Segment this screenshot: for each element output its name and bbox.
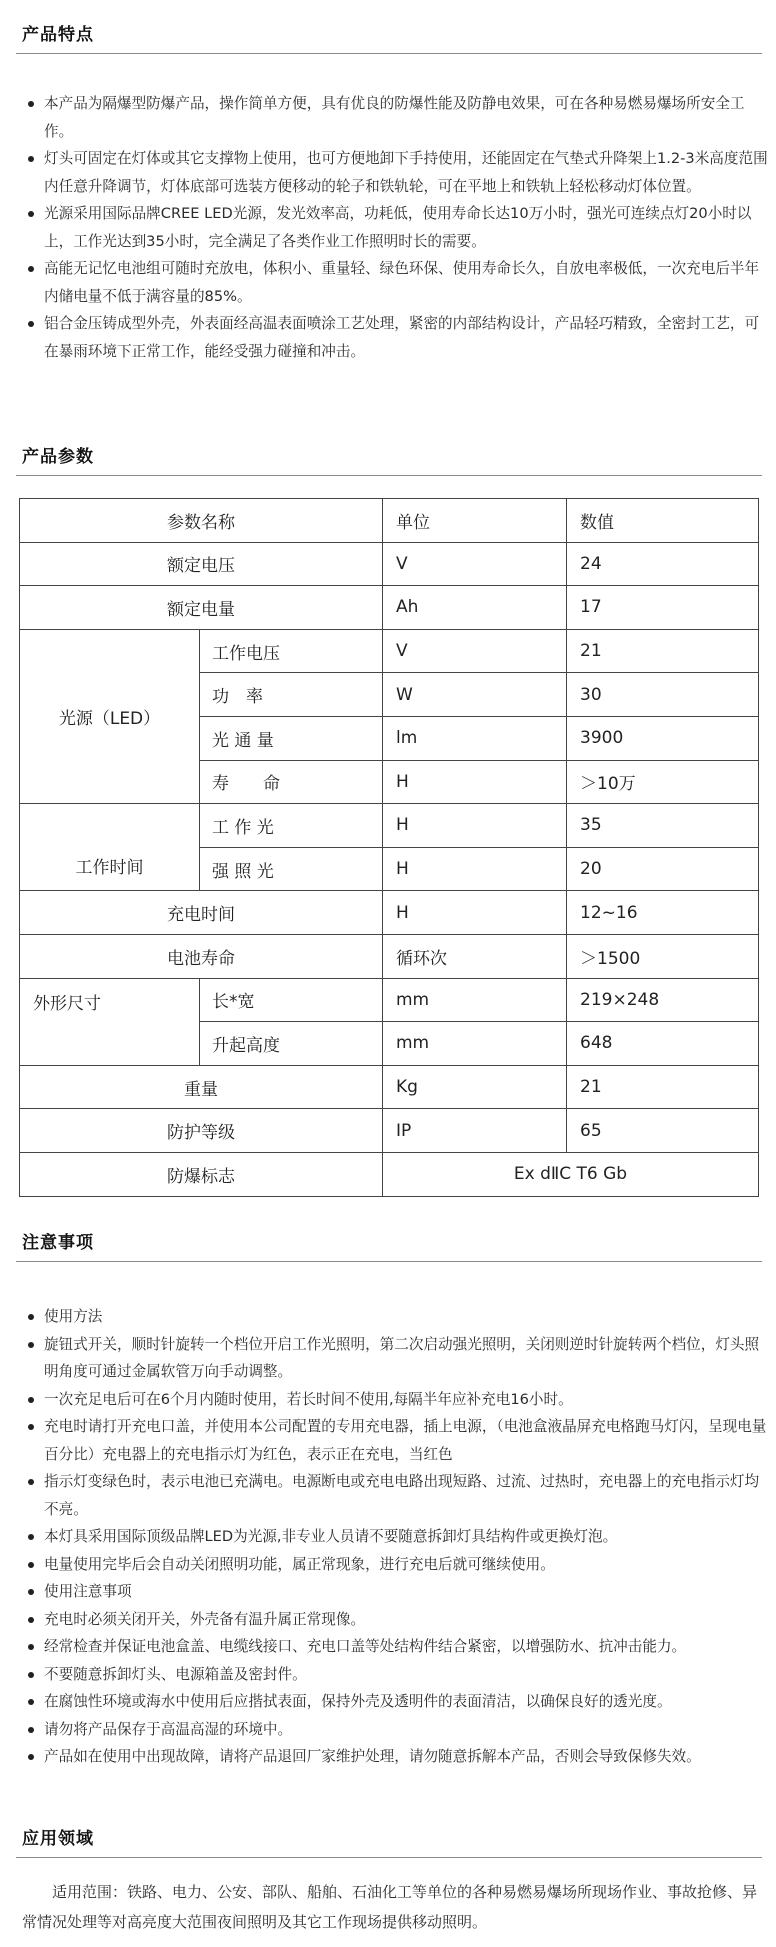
cell-unit: Kg	[383, 1065, 567, 1109]
table-row	[20, 499, 759, 543]
cell-unit: W	[383, 673, 567, 717]
list-item	[26, 1743, 770, 1771]
application-text: 适用范围：铁路、电力、公安、部队、船舶、石油化工等单位的各种易燃易爆场所现场作业、事故抢修、异常情况处理等对高亮度大范围夜间照明及其它工作现场提供移动照明。	[22, 1883, 758, 1931]
notes-list	[26, 1303, 770, 1771]
bullet-icon	[28, 321, 34, 327]
list-item-text: 充电时必须关闭开关，外壳备有温升属正常现像。	[44, 1610, 366, 1628]
notes-divider	[16, 1261, 762, 1262]
bullet-icon	[28, 1754, 34, 1760]
table-row	[20, 1109, 759, 1153]
list-item-text: 铝合金压铸成型外壳，外表面经高温表面喷涂工艺处理，紧密的内部结构设计，产品轻巧精致，全密封工艺，可在暴雨环境下正常工作，能经受强力碰撞和冲击。	[44, 315, 760, 360]
list-item-text: 灯头可固定在灯体或其它支撑物上使用，也可方便地卸下手持使用，还能固定在气垫式升降架上1.2-3米高度范围内任意升降调节，灯体底部可选装方便移动的轮子和铁轨轮，可在平地上和铁轨上轻松移动灯体位置。	[44, 150, 768, 195]
cell-value: Ex dⅡC T6 Gb	[383, 1152, 759, 1196]
cell-name: 重量	[20, 1065, 383, 1109]
bullet-icon	[28, 266, 34, 272]
list-item-text: 一次充足电后可在6个月内随时使用，若长时间不使用,每隔半年应补充电16小时。	[44, 1390, 573, 1408]
cell-name: 额定电压	[20, 542, 383, 586]
cell-name: 额定电量	[20, 586, 383, 630]
cell-value: 3900	[567, 716, 759, 760]
bullet-icon	[28, 1342, 34, 1348]
bullet-icon	[28, 1562, 34, 1568]
params-divider	[16, 475, 762, 476]
cell-group: 光源（LED）	[20, 629, 200, 803]
application-title: 应用领域	[22, 1829, 94, 1849]
cell-unit: H	[383, 847, 567, 891]
bullet-icon	[28, 1589, 34, 1595]
list-item	[26, 1688, 770, 1716]
cell-value: 648	[567, 1022, 759, 1066]
list-item	[26, 1578, 770, 1606]
list-item-text: 充电时请打开充电口盖，并使用本公司配置的专用充电器，插上电源，（电池盒液晶屏充电格跑马灯闪，呈现电量百分比）充电器上的充电指示灯为红色，表示正在充电，当红色	[44, 1418, 767, 1463]
cell-name: 防爆标志	[20, 1152, 383, 1196]
notes-title: 注意事项	[22, 1233, 94, 1253]
cell-unit: V	[383, 542, 567, 586]
cell-unit: Ah	[383, 586, 567, 630]
table-row	[20, 891, 759, 935]
table-row	[20, 934, 759, 978]
cell-unit: mm	[383, 978, 567, 1022]
table-row	[20, 629, 759, 673]
cell-value: ＞1500	[567, 934, 759, 978]
cell-value: 21	[567, 1065, 759, 1109]
list-item	[26, 1523, 770, 1551]
cell-sub: 工 作 光	[200, 804, 383, 848]
cell-unit: lm	[383, 716, 567, 760]
list-item	[26, 1303, 770, 1331]
bullet-icon	[28, 1727, 34, 1733]
cell-value: 65	[567, 1109, 759, 1153]
list-item-text: 电量使用完毕后会自动关闭照明功能，属正常现象，进行充电后就可继续使用。	[44, 1555, 555, 1573]
list-item	[26, 90, 770, 145]
cell-sub: 工作电压	[200, 629, 383, 673]
list-item-text: 经常检查并保证电池盒盖、电缆线接口、充电口盖等处结构件结合紧密，以增强防水、抗冲击能力。	[44, 1638, 687, 1655]
bullet-icon	[28, 1479, 34, 1485]
cell-sub: 光 通 量	[200, 716, 383, 760]
cell-value: 30	[567, 673, 759, 717]
cell-value: 219×248	[567, 978, 759, 1022]
list-item-text: 在腐蚀性环境或海水中使用后应揩拭表面，保持外壳及透明件的表面清洁，以确保良好的透光度。	[44, 1693, 672, 1710]
cell-value: 20	[567, 847, 759, 891]
list-item	[26, 1468, 770, 1523]
cell-unit: mm	[383, 1022, 567, 1066]
list-item	[26, 1551, 770, 1579]
cell-name: 电池寿命	[20, 934, 383, 978]
cell-value: 24	[567, 542, 759, 586]
table-row	[20, 542, 759, 586]
cell-value: 21	[567, 629, 759, 673]
bullet-icon	[28, 1699, 34, 1705]
application-divider	[16, 1857, 762, 1858]
cell-unit: V	[383, 629, 567, 673]
list-item	[26, 1633, 770, 1661]
params-table	[19, 498, 759, 1197]
header-unit: 单位	[383, 499, 567, 543]
cell-value: 35	[567, 804, 759, 848]
cell-sub: 强 照 光	[200, 847, 383, 891]
cell-sub: 升起高度	[200, 1022, 383, 1066]
list-item-text: 使用方法	[44, 1308, 103, 1325]
bullet-icon	[28, 1644, 34, 1650]
features-list	[26, 90, 770, 365]
cell-unit: H	[383, 760, 567, 804]
list-item-text: 不要随意拆卸灯头、电源箱盖及密封件。	[44, 1665, 307, 1683]
list-item-text: 请勿将产品保存于高温高湿的环境中。	[44, 1720, 293, 1738]
table-row	[20, 1152, 759, 1196]
list-item	[26, 1386, 770, 1414]
list-item	[26, 1413, 770, 1468]
header-value: 数值	[567, 499, 759, 543]
features-divider	[16, 53, 762, 54]
bullet-icon	[28, 211, 34, 217]
bullet-icon	[28, 1424, 34, 1430]
table-row	[20, 1065, 759, 1109]
bullet-icon	[28, 1397, 34, 1403]
cell-sub: 寿 命	[200, 760, 383, 804]
bullet-icon	[28, 156, 34, 162]
cell-unit: H	[383, 891, 567, 935]
cell-group: 外形尺寸	[20, 978, 200, 1065]
bullet-icon	[28, 1672, 34, 1678]
list-item-text: 光源采用国际品牌CREE LED光源，发光效率高，功耗低，使用寿命长达10万小时，强光可连续点灯20小时以上，工作光达到35小时，完全满足了各类作业工作照明时长的需要。	[44, 205, 752, 250]
list-item	[26, 145, 770, 200]
params-title: 产品参数	[22, 447, 94, 467]
list-item	[26, 255, 770, 310]
list-item-text: 高能无记忆电池组可随时充放电，体积小、重量轻、绿色环保、使用寿命长久，自放电率极低，一次充电后半年内储电量不低于满容量的85%。	[44, 260, 760, 305]
cell-sub: 功 率	[200, 673, 383, 717]
cell-value: 17	[567, 586, 759, 630]
table-row	[20, 804, 759, 848]
table-row	[20, 586, 759, 630]
list-item	[26, 1331, 770, 1386]
cell-sub: 长*宽	[200, 978, 383, 1022]
list-item	[26, 310, 770, 365]
bullet-icon	[28, 1534, 34, 1540]
bullet-icon	[28, 1314, 34, 1320]
cell-value: ＞10万	[567, 760, 759, 804]
cell-group: 工作时间	[20, 804, 200, 891]
table-row	[20, 978, 759, 1022]
cell-unit: H	[383, 804, 567, 848]
cell-name: 防护等级	[20, 1109, 383, 1153]
cell-unit: 循环次	[383, 934, 567, 978]
bullet-icon	[28, 101, 34, 107]
header-name: 参数名称	[20, 499, 383, 543]
list-item-text: 产品如在使用中出现故障，请将产品退回厂家维护处理，请勿随意拆解本产品，否则会导致保修失效。	[44, 1748, 701, 1765]
list-item-text: 本产品为隔爆型防爆产品，操作简单方便，具有优良的防爆性能及防静电效果，可在各种易燃易爆场所安全工作。	[44, 95, 745, 140]
features-title: 产品特点	[22, 25, 94, 45]
cell-unit: IP	[383, 1109, 567, 1153]
list-item	[26, 1606, 770, 1634]
list-item-text: 本灯具采用国际顶级品牌LED为光源,非专业人员请不要随意拆卸灯具结构件或更换灯泡。	[44, 1528, 618, 1545]
bullet-icon	[28, 1617, 34, 1623]
list-item-text: 旋钮式开关，顺时针旋转一个档位开启工作光照明，第二次启动强光照明，关闭则逆时针旋转两个档位，灯头照明角度可通过金属软管万向手动调整。	[44, 1335, 760, 1380]
list-item	[26, 200, 770, 255]
cell-name: 充电时间	[20, 891, 383, 935]
list-item	[26, 1661, 770, 1689]
list-item-text: 指示灯变绿色时，表示电池已充满电。电源断电或充电电路出现短路、过流、过热时，充电器上的充电指示灯均不亮。	[44, 1473, 760, 1518]
list-item	[26, 1716, 770, 1744]
list-item-text: 使用注意事项	[44, 1583, 132, 1600]
cell-value: 12~16	[567, 891, 759, 935]
